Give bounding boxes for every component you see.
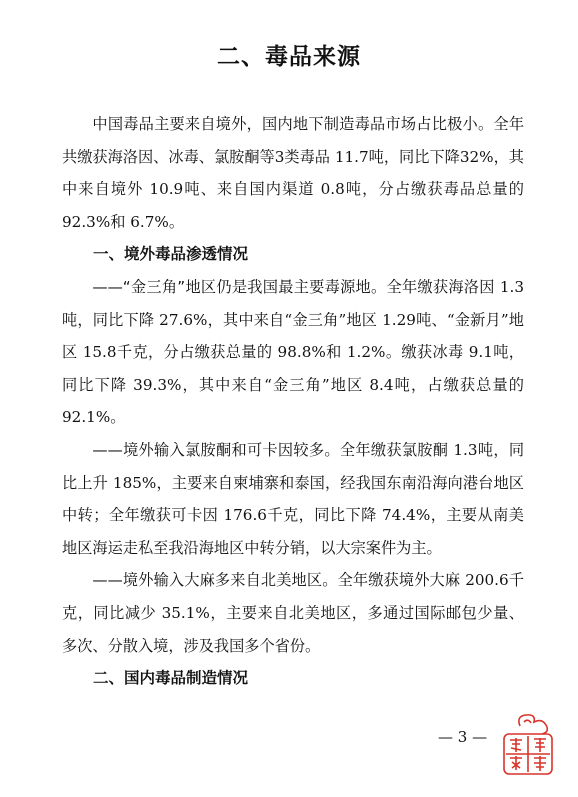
paragraph-body: 全年缴获氯胺酮 1.3吨，同比上升 185%，主要来自柬埔寨和泰国，经我国东南沿海向港台地区中转；全年缴获可卡因 176.6千克，同比下降 74.4%，主要从南美地区海运走私至我沿海地区中转分销，以大宗案件为主。: [62, 440, 525, 557]
subheading-domestic: 二、国内毒品制造情况: [93, 669, 249, 688]
page-number: — 3 —: [438, 728, 488, 746]
section-title: 二、毒品来源: [217, 44, 361, 70]
subheading-foreign: 一、境外毒品渗透情况: [93, 245, 249, 264]
paragraph-ketamine-cocaine: [62, 434, 524, 564]
lead-clause: ——境外输入氯胺酮和可卡因较多。: [92, 440, 340, 459]
paragraph-body: 全年缴获海洛因 1.3吨，同比下降 27.6%，其中来自“金三角”地区 1.29吨、“金新月”地区 15.8千克，分占缴获总量的 98.8%和 1.2%。缴获冰毒 9.1吨，同比下降 39.3%，其中来自“金三角”地区 8.4吨，占缴获总量的 92.1%。: [62, 277, 524, 427]
body-text: [62, 108, 524, 695]
red-seal-stamp: [498, 712, 558, 778]
paragraph-cannabis: [62, 564, 524, 662]
lead-clause: ——“金三角”地区仍是我国最主要毒源地。: [92, 277, 387, 296]
lead-clause: ——境外输入大麻多来自北美地区。: [92, 571, 338, 590]
paragraph-body: 全年缴获境外大麻 200.6千克，同比减少 35.1%，主要来自北美地区，多通过国际邮包少量、多次、分散入境，涉及我国多个省份。: [62, 571, 525, 655]
paragraph-golden-triangle: [62, 271, 524, 434]
intro-paragraph: 中国毒品主要来自境外，国内地下制造毒品市场占比极小。全年共缴获海洛因、冰毒、氯胺酮等3类毒品 11.7吨，同比下降32%，其中来自境外 10.9吨、来自国内渠道 0.8吨，分占缴获毒品总量的 92.3%和 6.7%。: [62, 115, 524, 231]
